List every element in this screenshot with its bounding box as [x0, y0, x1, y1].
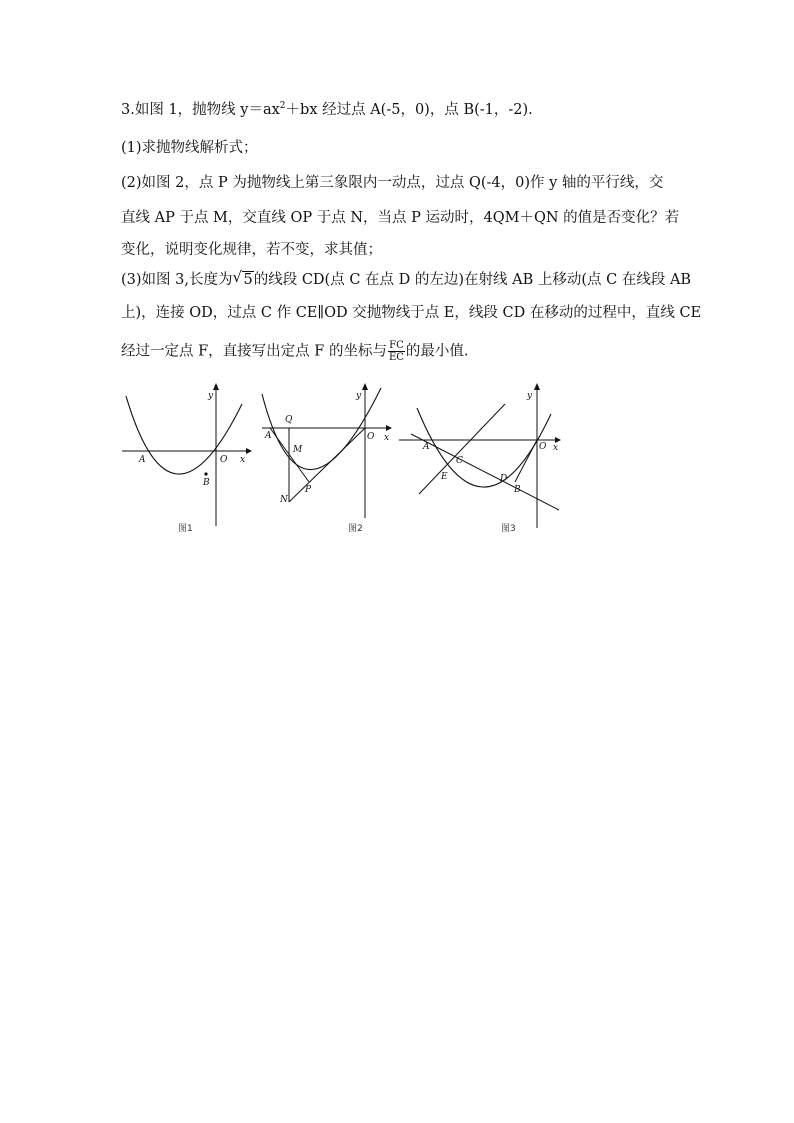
question-1: (1)求抛物线解析式；: [121, 140, 258, 156]
y-axis-arrow: [362, 383, 368, 390]
figure-3: [397, 378, 567, 538]
caption-fig-2: 图2: [348, 524, 363, 534]
question-3-line-1: [121, 270, 701, 290]
label-y: y: [527, 391, 533, 401]
question-2-line-1: (2)如图 2，点 P 为抛物线上第三象限内一动点，过点 Q(-4，0)作 y 轴的平行线，交: [121, 175, 664, 191]
label-a: A: [423, 442, 430, 452]
label-y: y: [208, 391, 214, 401]
label-x: x: [240, 455, 246, 465]
figure-2: [258, 378, 394, 538]
question-3-line-2: 上)，连接 OD，过点 C 作 CE∥OD 交抛物线于点 E，线段 CD 在移动的过程中，直线 CE: [121, 305, 702, 321]
label-q: Q: [285, 415, 293, 425]
question-2-line-3: 变化，说明变化规律，若不变，求其值；: [121, 242, 382, 258]
label-d: D: [500, 474, 508, 484]
y-axis-arrow: [534, 383, 540, 390]
label-b: B: [514, 485, 521, 495]
segment-od: [515, 440, 537, 482]
sqrt-radicand: 5: [243, 272, 253, 288]
intro-text-b: ＋bx 经过点 A(-5，0)，点 B(-1，-2).: [285, 102, 533, 118]
question-2-line-2: 直线 AP 于点 M，交直线 OP 于点 N，当点 P 运动时，4QM＋QN 的值是否变化？若: [121, 210, 680, 226]
x-axis-arrow: [386, 425, 392, 431]
sqrt-expression: √ 5: [232, 268, 253, 288]
label-x: x: [384, 433, 390, 443]
fraction: [388, 340, 405, 363]
q3-text-c: 经过一定点 F，直接写出定点 F 的坐标与: [121, 343, 387, 360]
figure-1: [118, 378, 254, 538]
intro-text-a: 3.如图 1，抛物线 y＝ax: [121, 102, 280, 118]
label-c: C: [456, 456, 463, 466]
problem-intro: [121, 100, 701, 120]
x-axis-arrow: [246, 448, 252, 454]
parabola: [262, 388, 381, 470]
line-ce: [419, 404, 508, 494]
label-y: y: [356, 391, 362, 401]
fraction-numerator: FC: [389, 340, 404, 351]
intro-superscript: 2: [279, 101, 286, 112]
label-a: A: [265, 431, 272, 441]
label-o: O: [220, 455, 228, 465]
label-a: A: [139, 455, 146, 465]
y-axis-arrow: [213, 383, 219, 390]
point-b: [204, 472, 207, 475]
line-op: [289, 428, 365, 502]
label-m: M: [293, 445, 303, 455]
question-3-line-3: [121, 340, 701, 363]
figures-row: [118, 378, 568, 538]
label-b: B: [203, 478, 210, 488]
label-p: P: [305, 485, 312, 495]
label-e: E: [441, 472, 448, 482]
fraction-denominator: EC: [388, 352, 404, 363]
q3-text-d: 的最小值.: [405, 343, 469, 360]
label-x: x: [553, 443, 559, 453]
caption-fig-1: 图1: [178, 524, 193, 534]
q3-text-b: 的线段 CD(点 C 在点 D 的左边)在射线 AB 上移动(点 C 在线段 AB: [253, 272, 692, 288]
q3-text-a: (3)如图 3,长度为: [121, 272, 233, 288]
label-o: O: [367, 432, 375, 442]
caption-fig-3: 图3: [501, 524, 516, 534]
label-o: O: [539, 442, 547, 452]
label-n: N: [280, 495, 288, 505]
